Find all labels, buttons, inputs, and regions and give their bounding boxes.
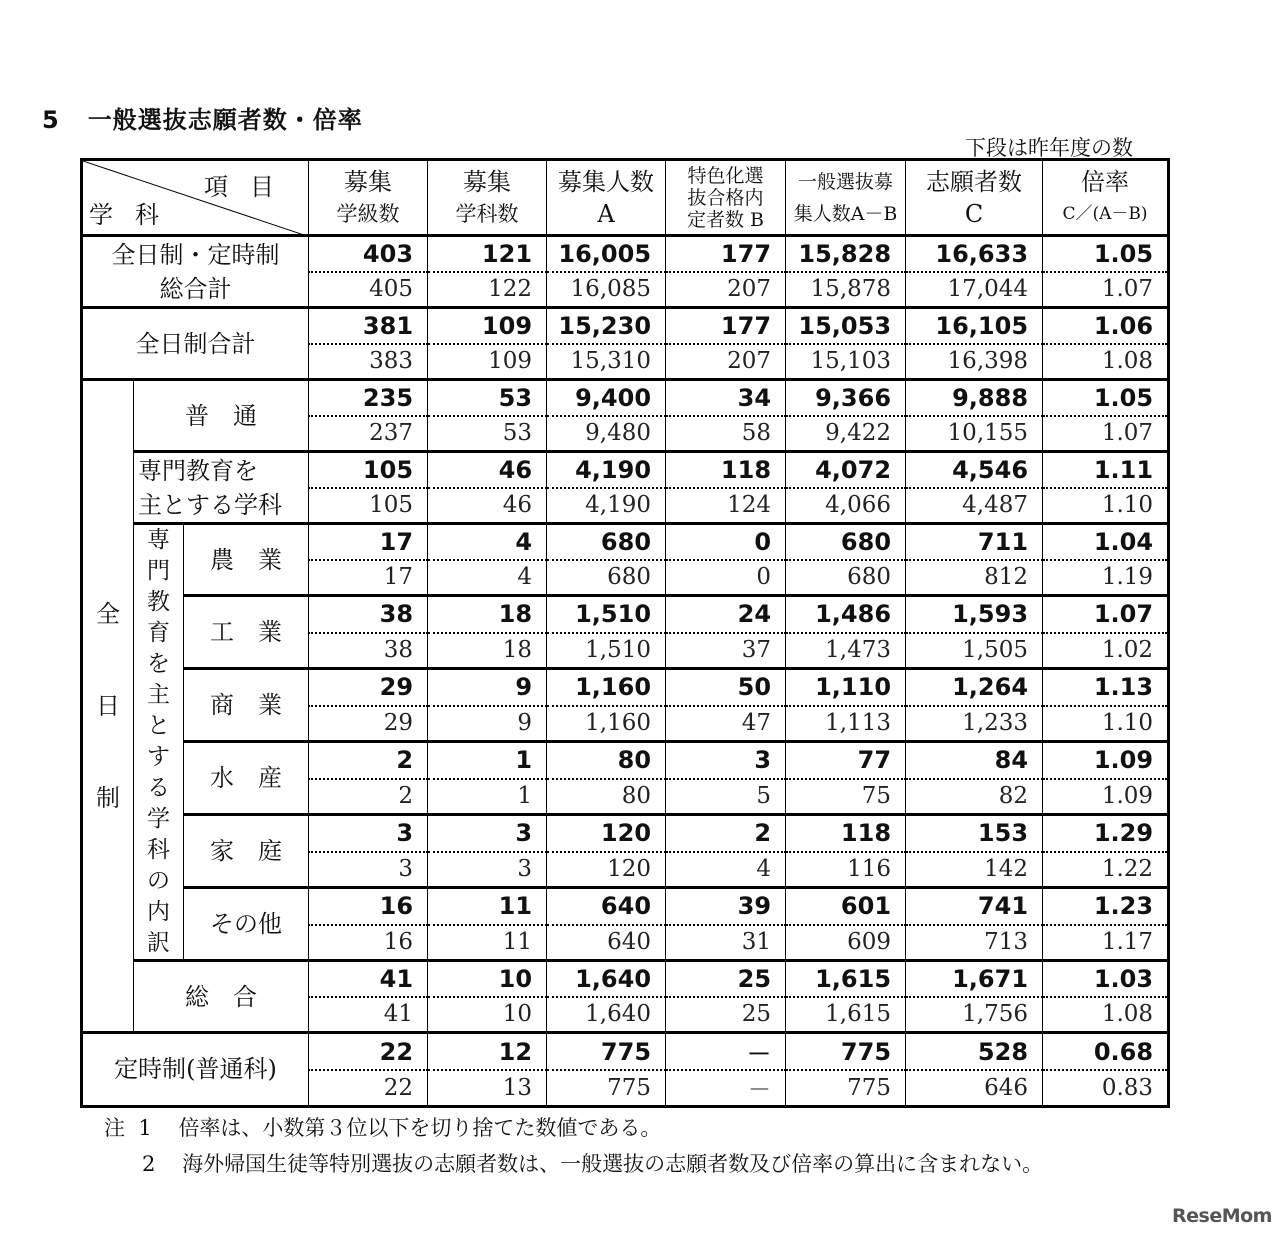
header-corner [82, 160, 309, 236]
previous-value: 1.17 [1043, 925, 1169, 961]
previous-value: 11 [428, 925, 547, 961]
current-value: 381 [309, 308, 428, 344]
header-applicants-c: 志願者数 C [906, 160, 1043, 236]
previous-value: 16,398 [906, 344, 1043, 380]
current-value: 3 [666, 742, 786, 779]
fulltime-vertical-label: 全 日 制 [82, 380, 134, 1033]
previous-value: 1,756 [906, 997, 1043, 1033]
header-subject-label: 学科 [89, 201, 181, 229]
header-quota-a: 募集人数 A [547, 160, 666, 236]
current-value: 711 [906, 524, 1043, 560]
previous-value: 0.83 [1043, 1070, 1169, 1106]
previous-value: 109 [428, 344, 547, 380]
current-value: 1,110 [786, 669, 906, 706]
current-value: 3 [309, 815, 428, 852]
previous-value: 1.07 [1043, 416, 1169, 452]
current-value: 680 [786, 524, 906, 560]
header-special-b: 特色化選 抜合格内 定者数 B [666, 160, 786, 236]
previous-value: 17,044 [906, 272, 1043, 308]
previous-value: 58 [666, 416, 786, 452]
current-value: 775 [547, 1033, 666, 1071]
current-value: 77 [786, 742, 906, 779]
previous-value: 1.08 [1043, 997, 1169, 1033]
previous-value: 1,510 [547, 633, 666, 669]
previous-value: 1,160 [547, 706, 666, 742]
previous-value: 2 [309, 779, 428, 815]
row-label-fulltime-total: 全日制合計 [82, 308, 309, 380]
current-value: 10 [428, 961, 547, 997]
previous-value: 1.19 [1043, 560, 1169, 596]
watermark-logo: ReseMom [1172, 1205, 1272, 1227]
previous-value: 0 [666, 560, 786, 596]
previous-value: 1.09 [1043, 779, 1169, 815]
previous-value: 38 [309, 633, 428, 669]
previous-value: 29 [309, 706, 428, 742]
current-value: 1,671 [906, 961, 1043, 997]
current-value: 2 [666, 815, 786, 852]
previous-value: 237 [309, 416, 428, 452]
previous-value: － [666, 1070, 786, 1106]
current-value: 1,160 [547, 669, 666, 706]
previous-value: 105 [309, 488, 428, 524]
previous-value: 142 [906, 852, 1043, 888]
previous-value: 4 [428, 560, 547, 596]
current-value: 16,633 [906, 236, 1043, 272]
previous-value: 9,422 [786, 416, 906, 452]
lower-row-note: 下段は昨年度の数 [965, 136, 1133, 160]
row-label-suisan: 水 産 [184, 742, 309, 815]
current-value: 15,230 [547, 308, 666, 344]
current-value: 17 [309, 524, 428, 560]
previous-value: 383 [309, 344, 428, 380]
current-value: 0.68 [1043, 1033, 1169, 1071]
previous-value: 646 [906, 1070, 1043, 1106]
current-value: 4,546 [906, 452, 1043, 488]
footnotes [104, 1110, 1043, 1182]
previous-value: 1,473 [786, 633, 906, 669]
section-number: 5 [42, 106, 60, 134]
previous-value: 15,878 [786, 272, 906, 308]
previous-value: 47 [666, 706, 786, 742]
row-label-katei: 家 庭 [184, 815, 309, 888]
current-value: 153 [906, 815, 1043, 852]
previous-value: 25 [666, 997, 786, 1033]
current-value: 1.13 [1043, 669, 1169, 706]
current-value: 9,366 [786, 380, 906, 416]
previous-value: 80 [547, 779, 666, 815]
previous-value: 1,113 [786, 706, 906, 742]
applicant-table [80, 158, 1170, 1108]
previous-value: 1,640 [547, 997, 666, 1033]
current-value: 403 [309, 236, 428, 272]
current-value: 39 [666, 888, 786, 925]
previous-value: 3 [428, 852, 547, 888]
previous-value: 31 [666, 925, 786, 961]
current-value: 4,072 [786, 452, 906, 488]
current-value: 1.06 [1043, 308, 1169, 344]
previous-value: 1.07 [1043, 272, 1169, 308]
previous-value: 1.10 [1043, 488, 1169, 524]
previous-value: 9 [428, 706, 547, 742]
breakdown-vertical-label: 専 門 教 育 を 主 と す る 学 科 の 内 訳 [134, 524, 184, 961]
current-value: 680 [547, 524, 666, 560]
footnote-1: 注 1 倍率は、小数第３位以下を切り捨てた数値である。 [104, 1116, 662, 1140]
previous-value: 775 [786, 1070, 906, 1106]
previous-value: 46 [428, 488, 547, 524]
previous-value: 713 [906, 925, 1043, 961]
current-value: 50 [666, 669, 786, 706]
current-value: 1.05 [1043, 236, 1169, 272]
current-value: 1.05 [1043, 380, 1169, 416]
row-label-nogyo: 農 業 [184, 524, 309, 596]
current-value: 12 [428, 1033, 547, 1071]
current-value: 1.11 [1043, 452, 1169, 488]
current-value: 18 [428, 596, 547, 633]
row-label-total: 全日制・定時制 総合計 [82, 236, 309, 308]
current-value: 177 [666, 308, 786, 344]
current-value: 1.23 [1043, 888, 1169, 925]
current-value: 2 [309, 742, 428, 779]
current-value: 1 [428, 742, 547, 779]
previous-value: 18 [428, 633, 547, 669]
current-value: 640 [547, 888, 666, 925]
previous-value: 4,190 [547, 488, 666, 524]
header-classes: 募集 学級数 [309, 160, 428, 236]
current-value: 1.07 [1043, 596, 1169, 633]
previous-value: 5 [666, 779, 786, 815]
current-value: 80 [547, 742, 666, 779]
current-value: 53 [428, 380, 547, 416]
row-label-senmon: 専門教育を 主とする学科 [134, 452, 309, 524]
previous-value: 1.22 [1043, 852, 1169, 888]
current-value: 1.04 [1043, 524, 1169, 560]
current-value: 121 [428, 236, 547, 272]
current-value: 0 [666, 524, 786, 560]
current-value: 109 [428, 308, 547, 344]
previous-value: 9,480 [547, 416, 666, 452]
current-value: 16 [309, 888, 428, 925]
previous-value: 16 [309, 925, 428, 961]
previous-value: 41 [309, 997, 428, 1033]
current-value: 1.09 [1043, 742, 1169, 779]
previous-value: 15,103 [786, 344, 906, 380]
current-value: 105 [309, 452, 428, 488]
row-label-futsu: 普 通 [134, 380, 309, 452]
previous-value: 1 [428, 779, 547, 815]
section-heading [42, 100, 363, 135]
previous-value: 4,487 [906, 488, 1043, 524]
current-value: 4 [428, 524, 547, 560]
current-value: 22 [309, 1033, 428, 1071]
previous-value: 1.10 [1043, 706, 1169, 742]
current-value: 16,105 [906, 308, 1043, 344]
current-value: 4,190 [547, 452, 666, 488]
current-value: 120 [547, 815, 666, 852]
current-value: 1.03 [1043, 961, 1169, 997]
previous-value: 207 [666, 272, 786, 308]
current-value: 1,510 [547, 596, 666, 633]
current-value: 1,640 [547, 961, 666, 997]
current-value: 741 [906, 888, 1043, 925]
previous-value: 75 [786, 779, 906, 815]
previous-value: 1,233 [906, 706, 1043, 742]
header-ratio: 倍率 C／(A－B) [1043, 160, 1169, 236]
previous-value: 16,085 [547, 272, 666, 308]
current-value: 15,828 [786, 236, 906, 272]
previous-value: 15,310 [547, 344, 666, 380]
previous-value: 4 [666, 852, 786, 888]
previous-value: 680 [547, 560, 666, 596]
header-departments: 募集 学科数 [428, 160, 547, 236]
previous-value: 10 [428, 997, 547, 1033]
previous-value: 53 [428, 416, 547, 452]
previous-value: 4,066 [786, 488, 906, 524]
current-value: 1,615 [786, 961, 906, 997]
previous-value: 1,505 [906, 633, 1043, 669]
current-value: 15,053 [786, 308, 906, 344]
current-value: 25 [666, 961, 786, 997]
row-label-shogyo: 商 業 [184, 669, 309, 742]
current-value: 1,264 [906, 669, 1043, 706]
header-general-quota: 一般選抜募 集人数A－B [786, 160, 906, 236]
previous-value: 680 [786, 560, 906, 596]
current-value: 46 [428, 452, 547, 488]
current-value: 1,593 [906, 596, 1043, 633]
previous-value: 13 [428, 1070, 547, 1106]
previous-value: 120 [547, 852, 666, 888]
current-value: 601 [786, 888, 906, 925]
current-value: 9 [428, 669, 547, 706]
current-value: 11 [428, 888, 547, 925]
previous-value: 1.02 [1043, 633, 1169, 669]
previous-value: 3 [309, 852, 428, 888]
previous-value: 207 [666, 344, 786, 380]
current-value: 29 [309, 669, 428, 706]
previous-value: 775 [547, 1070, 666, 1106]
current-value: 118 [666, 452, 786, 488]
row-label-sonota: その他 [184, 888, 309, 961]
previous-value: 10,155 [906, 416, 1043, 452]
previous-value: 37 [666, 633, 786, 669]
current-value: 9,888 [906, 380, 1043, 416]
previous-value: 124 [666, 488, 786, 524]
previous-value: 405 [309, 272, 428, 308]
previous-value: 22 [309, 1070, 428, 1106]
previous-value: 609 [786, 925, 906, 961]
row-label-kogyo: 工 業 [184, 596, 309, 669]
current-value: 775 [786, 1033, 906, 1071]
section-title: 一般選抜志願者数・倍率 [87, 106, 363, 134]
current-value: 41 [309, 961, 428, 997]
previous-value: 812 [906, 560, 1043, 596]
current-value: 34 [666, 380, 786, 416]
current-value: 9,400 [547, 380, 666, 416]
previous-value: 122 [428, 272, 547, 308]
current-value: 24 [666, 596, 786, 633]
previous-value: 82 [906, 779, 1043, 815]
current-value: 528 [906, 1033, 1043, 1071]
current-value: 235 [309, 380, 428, 416]
previous-value: 640 [547, 925, 666, 961]
current-value: 118 [786, 815, 906, 852]
row-label-teiji: 定時制(普通科) [82, 1033, 309, 1107]
current-value: 1,486 [786, 596, 906, 633]
current-value: － [666, 1033, 786, 1071]
previous-value: 1,615 [786, 997, 906, 1033]
current-value: 38 [309, 596, 428, 633]
current-value: 3 [428, 815, 547, 852]
current-value: 84 [906, 742, 1043, 779]
header-item-label: 項目 [204, 173, 297, 201]
footnote-2: 2 海外帰国生徒等特別選抜の志願者数は、一般選抜の志願者数及び倍率の算出に含まれない。 [142, 1152, 1044, 1176]
current-value: 1.29 [1043, 815, 1169, 852]
row-label-sogo: 総 合 [134, 961, 309, 1033]
current-value: 177 [666, 236, 786, 272]
previous-value: 116 [786, 852, 906, 888]
previous-value: 1.08 [1043, 344, 1169, 380]
current-value: 16,005 [547, 236, 666, 272]
previous-value: 17 [309, 560, 428, 596]
